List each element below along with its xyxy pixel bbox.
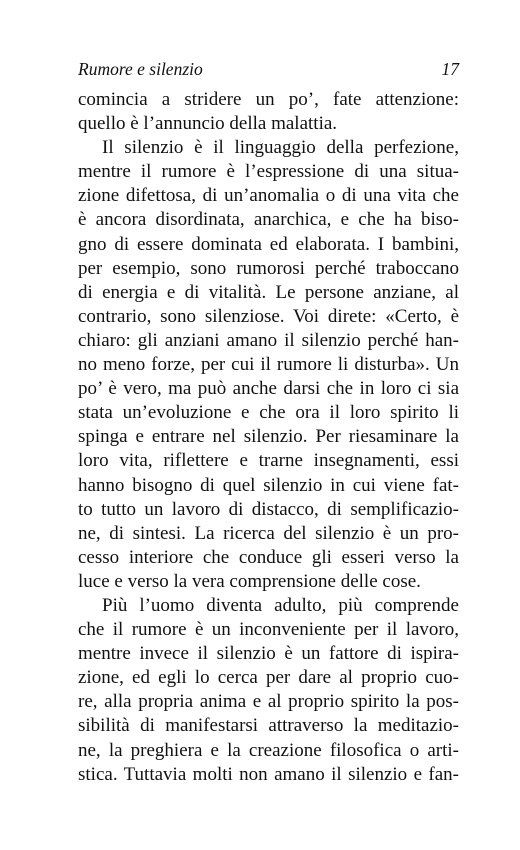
text-line: no meno forze, per cui il rumore li disturba». Un: [78, 354, 459, 376]
text-line: ne, di sintesi. La ricerca del silenzio è un pro-: [78, 522, 459, 544]
text-line: luce e verso la vera comprensione delle cose.: [78, 570, 421, 592]
text-line: gno di essere dominata ed elaborata. I bambini,: [78, 233, 459, 255]
text-line: Più l’uomo diventa adulto, più comprende: [102, 594, 459, 616]
running-head: [78, 58, 459, 88]
text-line: zione, ed egli lo cerca per dare al proprio cuo-: [78, 667, 459, 689]
text-line: comincia a stridere un po’, fate attenzione:: [78, 89, 459, 110]
text-line: mentre invece il silenzio è un fattore di ispira-: [78, 643, 459, 665]
text-line: po’ è vero, ma può anche darsi che in loro ci sia: [78, 378, 459, 400]
body-text: [78, 88, 459, 787]
text-line: ne, la preghiera e la creazione filosofica o arti-: [78, 739, 459, 761]
text-line: stica. Tuttavia molti non amano il silenzio e fan-: [78, 763, 459, 785]
text-line: mentre il rumore è l’espressione di una situa-: [78, 161, 459, 183]
text-line: stata un’evoluzione e che ora il loro spirito li: [78, 402, 459, 424]
book-page: [78, 58, 459, 787]
text-line: chiaro: gli anziani amano il silenzio perché han-: [78, 329, 459, 351]
text-line: è ancora disordinata, anarchica, e che ha biso-: [78, 209, 459, 231]
text-line: contrario, sono silenziose. Voi direte: «Certo, è: [78, 305, 459, 327]
text-line: per esempio, sono rumorosi perché traboccano: [78, 257, 459, 279]
text-line: zione difettosa, di un’anomalia o di una vita che: [78, 185, 459, 207]
text-line: hanno bisogno di quel silenzio in cui viene fat-: [78, 474, 459, 496]
text-line: spinga e entrare nel silenzio. Per riesaminare la: [78, 426, 459, 448]
text-line: che il rumore è un inconveniente per il lavoro,: [78, 619, 459, 641]
text-line: cesso interiore che conduce gli esseri verso la: [78, 546, 459, 568]
text-line: to tutto un lavoro di distacco, di semplificazio-: [78, 498, 459, 520]
text-line: di energia e di vitalità. Le persone anziane, al: [78, 281, 459, 303]
text-line: sibilità di manifestarsi attraverso la meditazio-: [78, 715, 459, 737]
chapter-title: Rumore e silenzio: [78, 59, 203, 79]
text-line: Il silenzio è il linguaggio della perfezione,: [102, 137, 459, 159]
text-line: re, alla propria anima e al proprio spirito la pos-: [78, 691, 459, 713]
page-number: 17: [441, 59, 459, 79]
text-line: loro vita, riflettere e trarne insegnamenti, essi: [78, 450, 459, 472]
text-line: quello è l’annuncio della malattia.: [78, 113, 338, 135]
